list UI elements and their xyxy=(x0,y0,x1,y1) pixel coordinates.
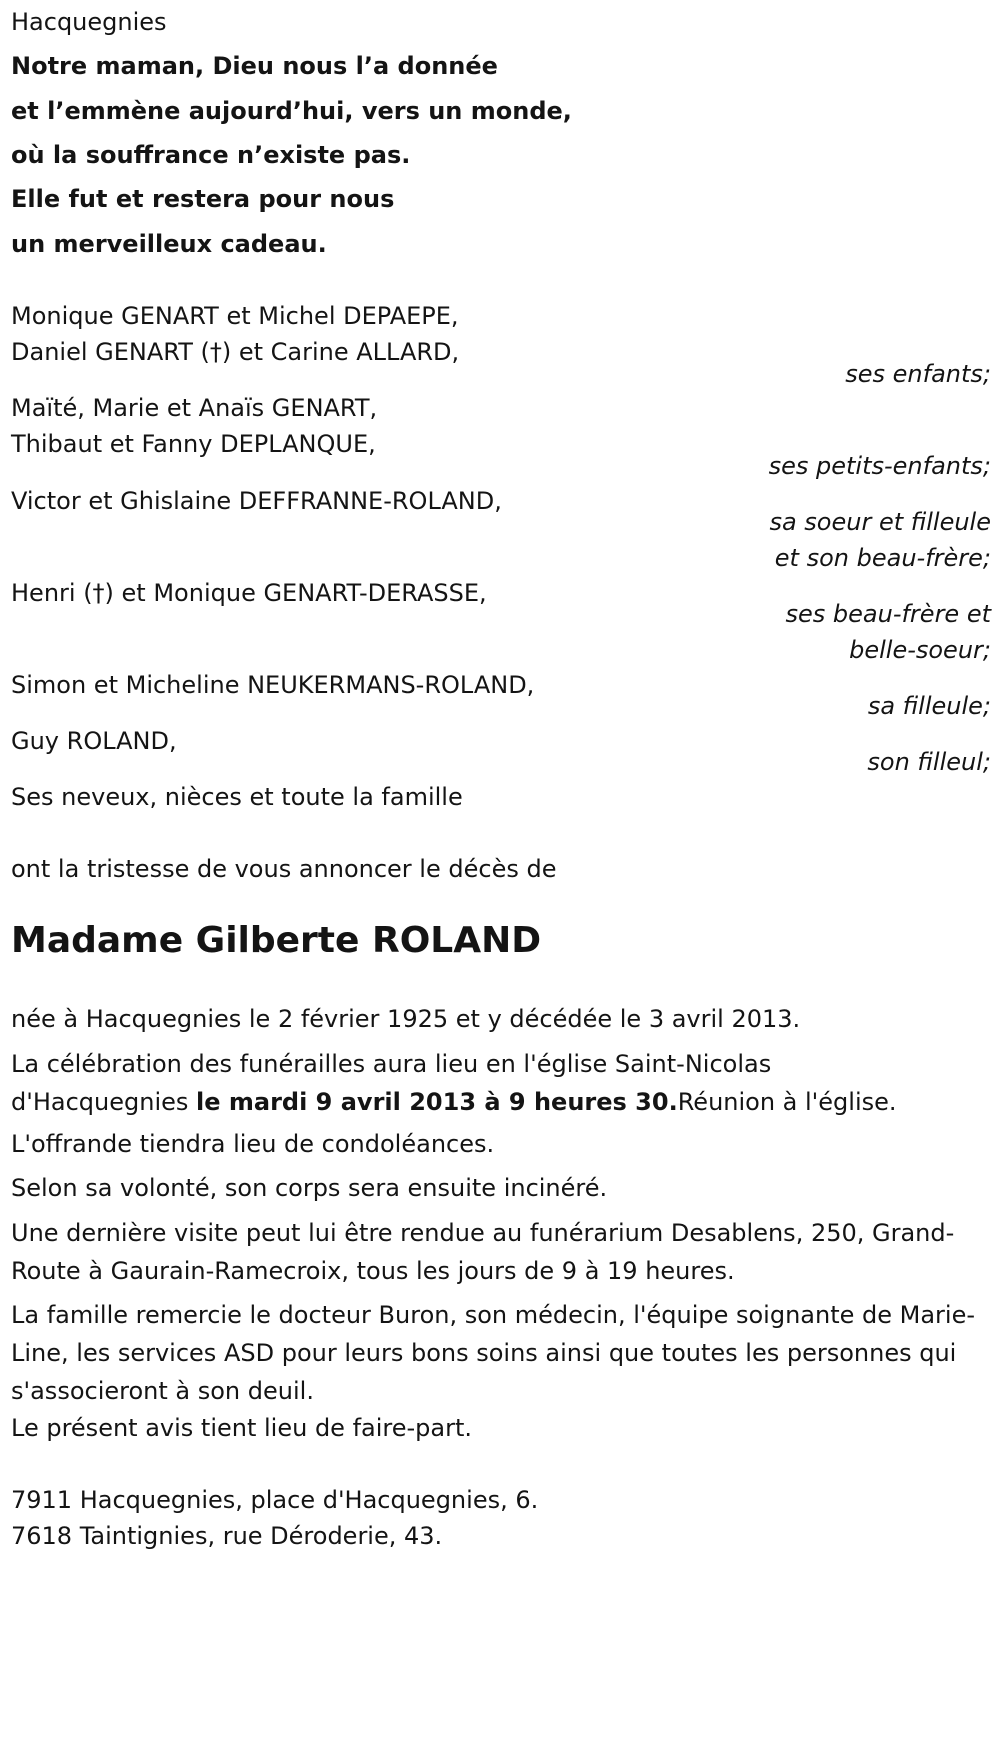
goddaughter-role: sa filleule; xyxy=(867,692,991,720)
poem-line: où la souffrance n’existe pas. xyxy=(11,141,411,169)
offering-info: L'offrande tiendra lieu de condoléances. xyxy=(11,1130,495,1158)
poem-line: Notre maman, Dieu nous l’a donnée xyxy=(11,52,498,80)
cremation-info: Selon sa volonté, son corps sera ensuite incinéré. xyxy=(11,1174,608,1202)
inlaws-role: belle-soeur; xyxy=(849,636,991,664)
family-goddaughter: Simon et Micheline NEUKERMANS-ROLAND, xyxy=(11,671,535,699)
deceased-name: Madame Gilberte ROLAND xyxy=(11,920,542,961)
ceremony-info xyxy=(11,1045,951,1121)
visit-info: Une dernière visite peut lui être rendue au funérarium Desablens, 250, Grand-Route à Gaurain-Ramecroix, tous les jours de 9 à 19 heures. xyxy=(11,1219,955,1285)
family-inlaws: Henri (†) et Monique GENART-DERASSE, xyxy=(11,579,487,607)
family-others: Ses neveux, nièces et toute la famille xyxy=(11,783,463,811)
poem-line: Elle fut et restera pour nous xyxy=(11,185,395,213)
ceremony-date: le mardi 9 avril 2013 à 9 heures 30. xyxy=(196,1088,678,1116)
grandchildren-role: ses petits-enfants; xyxy=(768,452,991,480)
announcement: ont la tristesse de vous annoncer le décès de xyxy=(11,855,557,883)
godson-role: son filleul; xyxy=(867,748,991,776)
place-heading: Hacquegnies xyxy=(11,8,167,36)
poem-line: et l’emmène aujourd’hui, vers un monde, xyxy=(11,97,572,125)
poem-line: un merveilleux cadeau. xyxy=(11,230,327,258)
address-line: 7618 Taintignies, rue Déroderie, 43. xyxy=(11,1522,443,1550)
sister-role: sa soeur et filleule xyxy=(769,508,991,536)
family-children: Daniel GENART (†) et Carine ALLARD, xyxy=(11,338,460,366)
sister-role: et son beau-frère; xyxy=(774,544,991,572)
family-sister: Victor et Ghislaine DEFFRANNE-ROLAND, xyxy=(11,487,502,515)
address-line: 7911 Hacquegnies, place d'Hacquegnies, 6. xyxy=(11,1486,539,1514)
inlaws-role: ses beau-frère et xyxy=(785,600,991,628)
children-role: ses enfants; xyxy=(845,360,991,388)
birth-death-info: née à Hacquegnies le 2 février 1925 et y décédée le 3 avril 2013. xyxy=(11,1005,801,1033)
ceremony-meeting: Réunion à l'église. xyxy=(677,1088,897,1116)
family-godson: Guy ROLAND, xyxy=(11,727,177,755)
family-grandchildren: Maïté, Marie et Anaïs GENART, xyxy=(11,394,378,422)
thanks-info: La famille remercie le docteur Buron, son médecin, l'équipe soignante de Marie-Line, les services ASD pour leurs bons soins ainsi que toutes les personnes qui s'associeront à son deuil. xyxy=(11,1301,976,1405)
family-grandchildren: Thibaut et Fanny DEPLANQUE, xyxy=(11,430,376,458)
family-children: Monique GENART et Michel DEPAEPE, xyxy=(11,302,459,330)
notice-info: Le présent avis tient lieu de faire-part. xyxy=(11,1414,473,1442)
ceremony-text: La célébration des funérailles aura lieu en l'église Saint-Nicolas d'Hacquegnies xyxy=(11,1050,772,1116)
